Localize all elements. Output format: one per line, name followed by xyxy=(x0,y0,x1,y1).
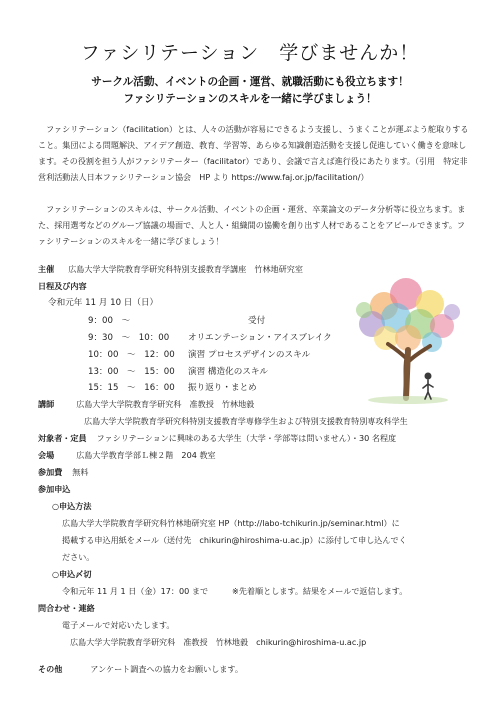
target-value: ファシリテーションに興味のある大学生（大学・学部等は問いません）・30 名程度 xyxy=(96,433,397,443)
application-deadline-label: ○申込〆切 xyxy=(52,569,92,579)
venue-value: 広島大学教育学部Ｌ棟２階 204 教室 xyxy=(76,450,216,460)
other-value: アンケート調査への協力をお願いします。 xyxy=(90,664,243,674)
schedule-content: 受付 xyxy=(248,316,266,326)
application-method-line-3: ださい。 xyxy=(62,552,95,562)
deadline-value: 令和元年 11 月 1 日（金）17：00 まで xyxy=(62,586,209,596)
schedule-time: 10：00 ～ 12：00 xyxy=(88,350,175,360)
other-label: その他 xyxy=(38,664,63,674)
application-label: 参加申込 xyxy=(38,484,71,494)
schedule-content: 演習 プロセスデザインのスキル xyxy=(188,350,311,360)
target-row xyxy=(38,432,396,444)
organizer-row xyxy=(38,263,303,275)
fee-value: 無料 xyxy=(72,467,89,477)
organizer-label: 主催 xyxy=(38,264,55,274)
venue-label: 会場 xyxy=(38,450,55,460)
other-row xyxy=(38,663,243,675)
lecturer-row xyxy=(38,398,254,410)
schedule-content: オリエンテーション・アイスブレイク xyxy=(188,333,332,343)
application-method-line-2: 掲載する申込用紙をメール（送付先 chikurin@hiroshima-u.ac.jp）に添付して申し込んでく xyxy=(62,535,407,545)
schedule-item xyxy=(88,365,268,377)
schedule-time: 15：15 ～ 16：00 xyxy=(88,383,175,393)
schedule-content: 演習 構造化のスキル xyxy=(188,367,268,377)
colorful-tree-illustration xyxy=(336,268,478,408)
lecturer-line-1: 広島大学大学院教育学研究科 准教授 竹林地毅 xyxy=(76,399,255,409)
intro-paragraph-2: ファシリテーションのスキルは、サークル活動、イベントの企画・運営、卒業論文のデータ分析等に役立ちます。また、採用選考などのグループ協議の場面で、人と人・組織間の協働を創り出す人材であることをアピールできます。ファシリテーションのスキルを一緒に学びましょう！ xyxy=(38,204,466,246)
schedule-item xyxy=(88,381,257,393)
schedule-content: 振り返り・まとめ xyxy=(188,383,257,393)
schedule-time: 9：00 ～ xyxy=(88,316,131,326)
application-deadline xyxy=(62,585,407,597)
schedule-time: 9：30 ～ 10：00 xyxy=(88,333,170,343)
target-label: 対象者・定員 xyxy=(38,433,87,443)
date-section-label: 日程及び内容 xyxy=(38,281,87,291)
schedule-time: 13：00 ～ 15：00 xyxy=(88,367,175,377)
event-date: 令和元年 11 月 10 日（日） xyxy=(48,298,159,308)
page-title: ファシリテーション 学びませんか！ xyxy=(80,42,420,64)
venue-row xyxy=(38,449,216,461)
application-method-line-1: 広島大学大学院教育学研究科竹林地研究室 HP（http://labo-tchikurin.jp/seminar.html）に xyxy=(62,518,400,528)
organizer-value: 広島大学大学院教育学研究科特別支援教育学講座 竹林地研究室 xyxy=(68,264,303,274)
deadline-note: ※先着順とします。結果をメールで返信します。 xyxy=(232,586,408,596)
subtitle-1: サークル活動、イベントの企画・運営、就職活動にも役立ちます！ xyxy=(91,76,409,88)
fee-row xyxy=(38,466,89,478)
subtitle-2: ファシリテーションのスキルを一緒に学びましょう！ xyxy=(123,93,377,105)
application-method-label: ○申込方法 xyxy=(52,501,92,511)
schedule-item xyxy=(88,348,310,360)
intro-paragraph-1: ファシリテーション（facilitation）とは、人々の活動が容易にできるよう支援し、うまくことが運ぶよう舵取りすること。集団による問題解決、アイデア創造、教育、学習等、あらゆる知識創造活動を支援し促進していく働きを意味します。その役割を担う人がファシリテーター（facilitator）であり、会議で言えば進行役にあたります。（引用 特定非営利活動法人日本ファシリテーション協会 HP より https://www.faj.or.jp/facilitation/） xyxy=(38,124,469,182)
lecturer-line-2: 広島大学大学院教育学研究科特別支援教育学専修学生および特別支援教育特別専攻科学生 xyxy=(84,416,408,426)
contact-line-1: 電子メールで対応いたします。 xyxy=(62,620,175,630)
schedule-item xyxy=(88,331,332,343)
fee-label: 参加費 xyxy=(38,467,63,477)
lecturer-label: 講師 xyxy=(38,399,55,409)
contact-line-2: 広島大学大学院教育学研究科 准教授 竹林地毅 chikurin@hiroshima-u.ac.jp xyxy=(70,637,367,647)
contact-label: 問合わせ・連絡 xyxy=(38,603,95,613)
schedule-item xyxy=(88,314,265,326)
